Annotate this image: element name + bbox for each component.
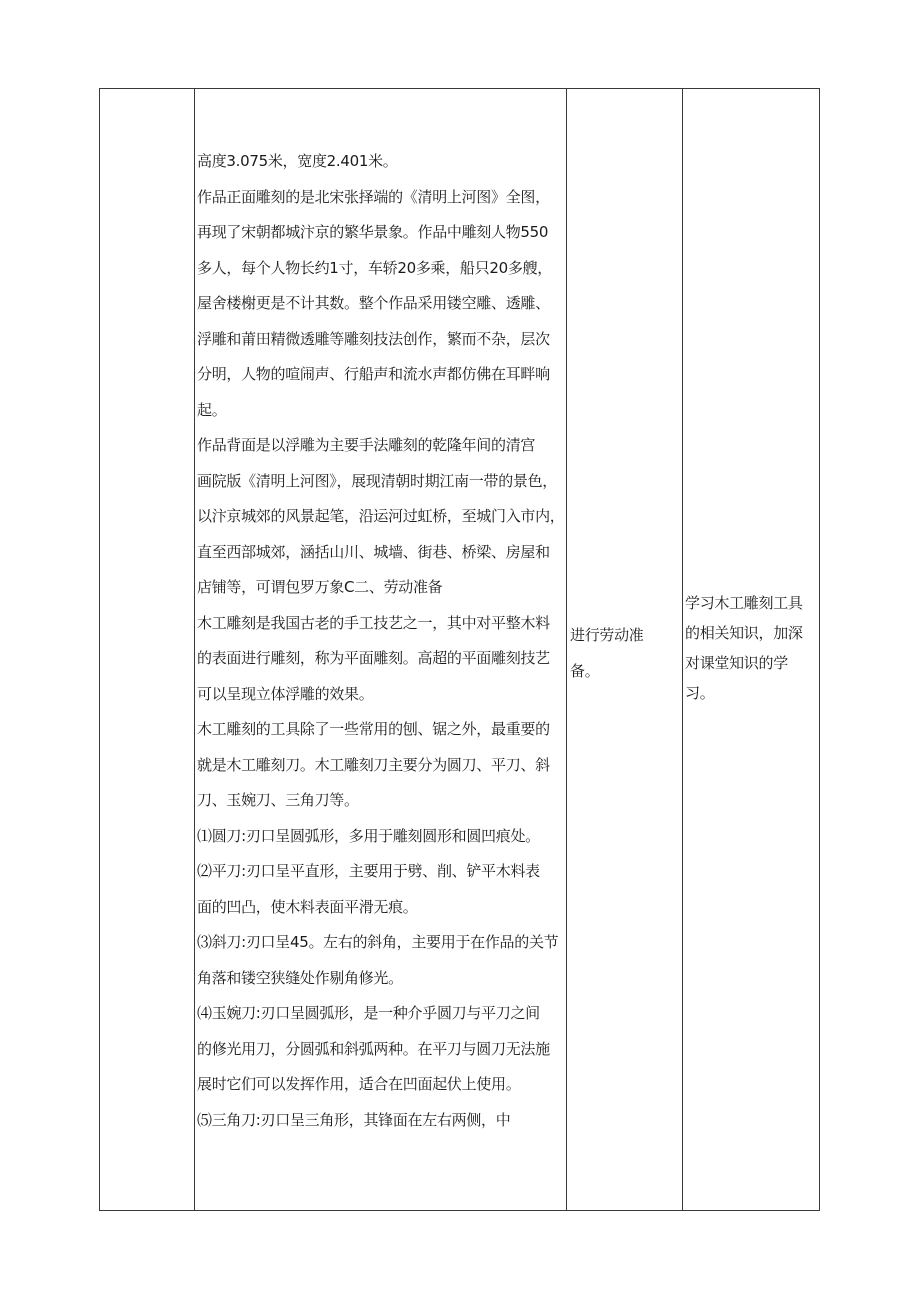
- text-line: ⑴圆刀:刃口呈圆弧形，多用于雕刻圆形和圆凹痕处。: [197, 826, 540, 845]
- text-line: 再现了宋朝都城汴京的繁华景象。作品中雕刻人物550: [197, 223, 549, 241]
- text-line: 作品背面是以浮雕为主要手法雕刻的乾隆年间的清宫: [197, 436, 536, 454]
- student-activity-cell: [570, 618, 680, 689]
- text-line: 以汴京城郊的风景起笔，沿运河过虹桥，至城门入市内，: [197, 507, 565, 525]
- text-line: 面的凹凸，使木料表面平滑无痕。: [197, 897, 418, 916]
- teaching-content-cell: [197, 144, 563, 1138]
- text-line: ⑷玉婉刀:刃口呈圆弧形，是一种介乎圆刀与平刀之间: [197, 1004, 540, 1022]
- text-line: 木工雕刻的工具除了一些常用的刨、锯之外，最重要的: [197, 720, 550, 738]
- column-divider: [682, 88, 683, 1211]
- text-line: 对课堂知识的学: [685, 654, 788, 672]
- text-line: 角落和镂空狭缝处作剔角修光。: [197, 968, 403, 987]
- text-line: 分明，人物的喧闹声、行船声和流水声都仿佛在耳畔响: [197, 365, 550, 383]
- text-line: 学习木工雕刻工具: [685, 594, 803, 612]
- text-line: 直至西部城郊，涵括山川、城墙、街巷、桥梁、房屋和: [197, 542, 550, 561]
- text-line: 屋舍楼榭更是不计其数。整个作品采用镂空雕、透雕、: [197, 294, 550, 312]
- text-line: 店铺等，可谓包罗万象C二、劳动准备: [197, 578, 443, 596]
- text-line: 起。: [197, 400, 227, 419]
- text-line: 就是木工雕刻刀。木工雕刻刀主要分为圆刀、平刀、斜: [197, 755, 550, 774]
- text-line: 木工雕刻是我国古老的手工技艺之一，其中对平整木料: [197, 613, 550, 632]
- text-line: ⑸三角刀:刃口呈三角形，其锋面在左右两侧，中: [197, 1110, 511, 1129]
- column-divider: [566, 88, 567, 1211]
- text-line: ⑵平刀:刃口呈平直形，主要用于劈、削、铲平木料表: [197, 862, 540, 880]
- text-line: 进行劳动准: [570, 626, 644, 644]
- text-line: 备。: [570, 661, 600, 680]
- text-line: ⑶斜刀:刃口呈45。左右的斜角，主要用于在作品的关节: [197, 933, 559, 951]
- text-line: 多人，每个人物长约1寸，车轿20多乘，船只20多艘，: [197, 258, 552, 277]
- design-intent-cell: [685, 588, 815, 708]
- column-divider: [194, 88, 195, 1211]
- text-line: 习。: [685, 684, 715, 702]
- text-line: 的修光用刀，分圆弧和斜弧两种。在平刀与圆刀无法施: [197, 1039, 550, 1058]
- text-line: 作品正面雕刻的是北宋张择端的《清明上河图》全图，: [197, 187, 550, 206]
- text-line: 可以呈现立体浮雕的效果。: [197, 684, 374, 703]
- text-line: 的表面进行雕刻，称为平面雕刻。高超的平面雕刻技艺: [197, 649, 550, 667]
- text-line: 展时它们可以发挥作用，适合在凹面起伏上使用。: [197, 1075, 521, 1093]
- text-line: 高度3.075米，宽度2.401米。: [197, 152, 398, 170]
- text-line: 刀、玉婉刀、三角刀等。: [197, 791, 359, 809]
- text-line: 的相关知识，加深: [685, 624, 803, 642]
- text-line: 浮雕和莆田精微透雕等雕刻技法创作，繁而不杂，层次: [197, 329, 550, 348]
- text-line: 画院版《清明上河图》，展现清朝时期江南一带的景色，: [197, 471, 558, 490]
